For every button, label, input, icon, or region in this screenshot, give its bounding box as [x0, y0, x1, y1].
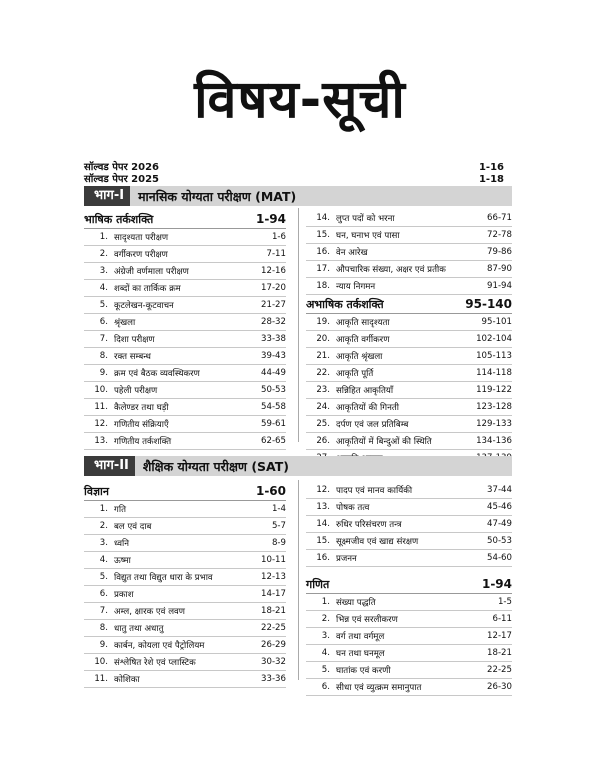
- toc-entry[interactable]: [306, 331, 512, 348]
- toc-entry[interactable]: [306, 482, 512, 499]
- entry-number: 15.: [316, 536, 330, 546]
- entry-number: 12.: [316, 485, 330, 495]
- part1-right-top-items: [306, 210, 512, 295]
- toc-entry[interactable]: [84, 416, 286, 433]
- entry-pages: 54-58: [261, 402, 286, 412]
- toc-entry[interactable]: [84, 399, 286, 416]
- toc-entry[interactable]: [84, 586, 286, 603]
- part2-right-top-items: [306, 482, 512, 567]
- entry-pages: 91-94: [487, 281, 512, 291]
- entry-title: संश्लेषित रेशे एवं प्लास्टिक: [114, 658, 196, 668]
- solved-paper-row[interactable]: [84, 174, 504, 186]
- entry-number: 8.: [99, 351, 108, 361]
- section-heading-label: विज्ञान: [84, 484, 109, 498]
- toc-entry[interactable]: [306, 348, 512, 365]
- toc-entry[interactable]: [306, 679, 512, 696]
- entry-title: न्याय निगमन: [336, 282, 376, 292]
- toc-entry[interactable]: [306, 314, 512, 331]
- entry-number: 26.: [316, 436, 330, 446]
- solved-paper-pages: 1-16: [478, 162, 504, 173]
- entry-pages: 105-113: [476, 351, 512, 361]
- entry-title: ऊष्मा: [114, 556, 131, 566]
- entry-title: घन, घनाभ एवं पासा: [336, 231, 400, 241]
- entry-pages: 8-9: [271, 538, 286, 548]
- toc-entry[interactable]: [84, 314, 286, 331]
- entry-pages: 79-86: [487, 247, 512, 257]
- entry-number: 1.: [99, 504, 108, 514]
- entry-pages: 30-32: [261, 657, 286, 667]
- entry-title: भिन्न एवं सरलीकरण: [336, 615, 398, 625]
- toc-entry[interactable]: [306, 433, 512, 450]
- entry-pages: 45-46: [487, 502, 512, 512]
- entry-pages: 33-38: [261, 334, 286, 344]
- entry-number: 9.: [99, 368, 108, 378]
- entry-title: रक्त सम्बन्ध: [114, 352, 151, 362]
- entry-pages: 28-32: [261, 317, 286, 327]
- entry-pages: 39-43: [261, 351, 286, 361]
- entry-number: 6.: [321, 682, 330, 692]
- entry-pages: 12-13: [261, 572, 286, 582]
- toc-entry[interactable]: [306, 662, 512, 679]
- section-heading[interactable]: [306, 295, 512, 314]
- entry-number: 17.: [316, 264, 330, 274]
- toc-entry[interactable]: [84, 331, 286, 348]
- toc-entry[interactable]: [306, 210, 512, 227]
- entry-title: ध्वनि: [114, 539, 130, 549]
- toc-entry[interactable]: [306, 516, 512, 533]
- toc-entry[interactable]: [84, 348, 286, 365]
- entry-pages: 14-17: [261, 589, 286, 599]
- entry-pages: 7-11: [266, 249, 286, 259]
- entry-number: 6.: [99, 317, 108, 327]
- entry-pages: 18-21: [261, 606, 286, 616]
- part2-title: शैक्षिक योग्यता परीक्षण (SAT): [142, 458, 289, 474]
- toc-entry[interactable]: [306, 533, 512, 550]
- toc-entry[interactable]: [306, 261, 512, 278]
- entry-pages: 37-44: [487, 485, 512, 495]
- entry-pages: 59-61: [261, 419, 286, 429]
- toc-entry[interactable]: [84, 535, 286, 552]
- entry-number: 13.: [316, 502, 330, 512]
- column-divider: [298, 480, 299, 680]
- entry-number: 16.: [316, 553, 330, 563]
- part1-header-bar: [84, 186, 512, 206]
- section-heading[interactable]: [84, 210, 286, 229]
- entry-number: 5.: [321, 665, 330, 675]
- entry-pages: 72-78: [487, 230, 512, 240]
- entry-pages: 5-7: [271, 521, 286, 531]
- entry-title: दर्पण एवं जल प्रतिबिम्ब: [336, 420, 409, 430]
- entry-number: 19.: [316, 317, 330, 327]
- entry-number: 10.: [94, 657, 108, 667]
- entry-number: 4.: [321, 648, 330, 658]
- solved-paper-row[interactable]: [84, 162, 504, 174]
- toc-entry[interactable]: [84, 263, 286, 280]
- entry-pages: 54-60: [487, 553, 512, 563]
- entry-title: कार्बन, कोयला एवं पैट्रोलियम: [114, 641, 205, 651]
- entry-pages: 44-49: [261, 368, 286, 378]
- page-title: विषय-सूची: [194, 70, 406, 130]
- entry-title: गति: [114, 505, 126, 515]
- entry-number: 11.: [94, 674, 108, 684]
- entry-number: 16.: [316, 247, 330, 257]
- part1-right-column: [306, 210, 512, 467]
- entry-title: आकृतियों की गिनती: [336, 403, 399, 413]
- entry-pages: 119-122: [476, 385, 512, 395]
- spacer: [306, 567, 512, 575]
- entry-number: 12.: [94, 419, 108, 429]
- toc-entry[interactable]: [84, 246, 286, 263]
- entry-title: अम्ल, क्षारक एवं लवण: [114, 607, 186, 617]
- entry-number: 3.: [99, 538, 108, 548]
- entry-number: 4.: [99, 555, 108, 565]
- entry-title: रुधिर परिसंचरण तन्त्र: [336, 520, 402, 530]
- entry-number: 5.: [99, 300, 108, 310]
- part1-left-items: [84, 229, 286, 450]
- section-heading-pages: 1-94: [481, 577, 512, 591]
- entry-number: 7.: [99, 334, 108, 344]
- entry-number: 7.: [99, 606, 108, 616]
- toc-entry[interactable]: [84, 297, 286, 314]
- toc-entry[interactable]: [306, 365, 512, 382]
- entry-title: विद्युत तथा विद्युत धारा के प्रभाव: [114, 573, 213, 583]
- entry-number: 25.: [316, 419, 330, 429]
- entry-title: लुप्त पदों को भरना: [336, 214, 395, 224]
- entry-pages: 21-27: [261, 300, 286, 310]
- entry-pages: 6-11: [492, 614, 512, 624]
- section-heading-pages: 95-140: [465, 297, 512, 311]
- entry-pages: 1-6: [271, 232, 286, 242]
- entry-number: 21.: [316, 351, 330, 361]
- toc-entry[interactable]: [84, 637, 286, 654]
- entry-pages: 87-90: [487, 264, 512, 274]
- entry-title: श्रृंखला: [114, 318, 136, 328]
- entry-pages: 22-25: [261, 623, 286, 633]
- entry-pages: 22-25: [487, 665, 512, 675]
- entry-title: गणितीय तर्कशक्ति: [114, 437, 172, 447]
- column-divider: [298, 208, 299, 442]
- entry-title: वेन आरेख: [336, 248, 368, 258]
- entry-title: अंग्रेजी वर्णमाला परीक्षण: [114, 267, 189, 277]
- entry-title: सीधा एवं व्युत्क्रम समानुपात: [336, 683, 422, 693]
- entry-pages: 123-128: [476, 402, 512, 412]
- toc-entry[interactable]: [306, 382, 512, 399]
- entry-title: प्रकाश: [114, 590, 134, 600]
- toc-entry[interactable]: [84, 654, 286, 671]
- entry-pages: 114-118: [476, 368, 512, 378]
- entry-title: पोषक तत्व: [336, 503, 370, 513]
- entry-number: 10.: [94, 385, 108, 395]
- entry-pages: 26-29: [261, 640, 286, 650]
- toc-entry[interactable]: [84, 603, 286, 620]
- toc-entry[interactable]: [306, 594, 512, 611]
- entry-title: वर्ग तथा वर्गमूल: [336, 632, 385, 642]
- entry-title: संख्या पद्धति: [336, 598, 376, 608]
- entry-pages: 18-21: [487, 648, 512, 658]
- entry-pages: 62-65: [261, 436, 286, 446]
- entry-pages: 50-53: [487, 536, 512, 546]
- entry-title: प्रजनन: [336, 554, 357, 564]
- part1-tag: भाग-I: [84, 186, 130, 206]
- entry-pages: 47-49: [487, 519, 512, 529]
- entry-number: 14.: [316, 519, 330, 529]
- entry-pages: 17-20: [261, 283, 286, 293]
- solved-paper-pages: 1-18: [478, 174, 504, 185]
- entry-title: पादप एवं मानव कार्यिकी: [336, 486, 413, 496]
- entry-pages: 50-53: [261, 385, 286, 395]
- toc-entry[interactable]: [306, 227, 512, 244]
- entry-title: घातांक एवं करणी: [336, 666, 391, 676]
- entry-title: दिशा परीक्षण: [114, 335, 155, 345]
- entry-pages: 10-11: [261, 555, 286, 565]
- entry-pages: 95-101: [481, 317, 512, 327]
- section-heading-pages: 1-94: [255, 212, 286, 226]
- part2-left-items: [84, 501, 286, 688]
- entry-title: पहेली परीक्षण: [114, 386, 158, 396]
- entry-number: 14.: [316, 213, 330, 223]
- entry-title: कैलेण्डर तथा घड़ी: [114, 403, 169, 413]
- entry-title: आकृति वर्गीकरण: [336, 335, 390, 345]
- toc-entry[interactable]: [84, 280, 286, 297]
- entry-pages: 12-17: [487, 631, 512, 641]
- toc-entry[interactable]: [306, 611, 512, 628]
- entry-number: 1.: [321, 597, 330, 607]
- entry-number: 3.: [99, 266, 108, 276]
- section-heading[interactable]: [306, 575, 512, 594]
- toc-entry[interactable]: [84, 620, 286, 637]
- toc-entry[interactable]: [84, 671, 286, 688]
- entry-pages: 1-5: [497, 597, 512, 607]
- entry-number: 23.: [316, 385, 330, 395]
- toc-entry[interactable]: [84, 382, 286, 399]
- section-heading-pages: 1-60: [255, 484, 286, 498]
- entry-number: 9.: [99, 640, 108, 650]
- part2-left-column: [84, 482, 286, 688]
- entry-pages: 33-36: [261, 674, 286, 684]
- section-heading-label: भाषिक तर्कशक्ति: [84, 212, 154, 226]
- entry-title: औपचारिक संख्या, अक्षर एवं प्रतीक: [336, 265, 446, 275]
- entry-number: 1.: [99, 232, 108, 242]
- entry-pages: 1-4: [271, 504, 286, 514]
- entry-title: वर्गीकरण परीक्षण: [114, 250, 168, 260]
- entry-pages: 134-136: [476, 436, 512, 446]
- solved-paper-label: सॉल्वड पेपर 2025: [84, 174, 160, 185]
- entry-pages: 26-30: [487, 682, 512, 692]
- entry-number: 18.: [316, 281, 330, 291]
- solved-paper-label: सॉल्वड पेपर 2026: [84, 162, 160, 173]
- toc-entry[interactable]: [84, 433, 286, 450]
- entry-title: शब्दों का तार्किक क्रम: [114, 284, 181, 294]
- entry-title: आकृतियों में बिन्दुओं की स्थिति: [336, 437, 432, 447]
- entry-number: 6.: [99, 589, 108, 599]
- entry-pages: 129-133: [476, 419, 512, 429]
- toc-entry[interactable]: [84, 569, 286, 586]
- solved-papers-list: [84, 162, 504, 186]
- entry-pages: 12-16: [261, 266, 286, 276]
- entry-number: 13.: [94, 436, 108, 446]
- entry-title: क्रम एवं बैठक व्यवस्थिकरण: [114, 369, 200, 379]
- entry-title: आकृति सादृश्यता: [336, 318, 390, 328]
- entry-pages: 102-104: [476, 334, 512, 344]
- part1-title: मानसिक योग्यता परीक्षण (MAT): [138, 188, 297, 204]
- entry-number: 3.: [321, 631, 330, 641]
- entry-title: सूक्ष्मजीव एवं खाद्य संरक्षण: [336, 537, 419, 547]
- entry-number: 5.: [99, 572, 108, 582]
- entry-title: घन तथा घनमूल: [336, 649, 385, 659]
- entry-title: आकृति पूर्ति: [336, 369, 374, 379]
- toc-entry[interactable]: [306, 645, 512, 662]
- part1-left-column: [84, 210, 286, 450]
- entry-title: सन्निहित आकृतियाँ: [336, 386, 394, 396]
- entry-title: आकृति श्रृंखला: [336, 352, 383, 362]
- part2-right-items: [306, 594, 512, 696]
- toc-entry[interactable]: [306, 499, 512, 516]
- part2-header-bar: [84, 456, 512, 476]
- section-heading[interactable]: [84, 482, 286, 501]
- toc-entry[interactable]: [84, 518, 286, 535]
- toc-entry[interactable]: [84, 552, 286, 569]
- entry-title: धातु तथा अधातु: [114, 624, 164, 634]
- part2-right-column: [306, 482, 512, 696]
- toc-entry[interactable]: [306, 416, 512, 433]
- entry-number: 8.: [99, 623, 108, 633]
- toc-entry[interactable]: [84, 229, 286, 246]
- entry-number: 15.: [316, 230, 330, 240]
- entry-pages: 66-71: [487, 213, 512, 223]
- entry-title: गणितीय संक्रियाएँ: [114, 420, 169, 430]
- entry-number: 2.: [99, 521, 108, 531]
- entry-number: 22.: [316, 368, 330, 378]
- entry-title: सादृश्यता परीक्षण: [114, 233, 169, 243]
- toc-entry[interactable]: [84, 365, 286, 382]
- part1-right-items: [306, 314, 512, 467]
- entry-title: कोशिका: [114, 675, 140, 685]
- toc-entry[interactable]: [306, 628, 512, 645]
- entry-number: 2.: [321, 614, 330, 624]
- toc-entry[interactable]: [306, 550, 512, 567]
- entry-number: 24.: [316, 402, 330, 412]
- entry-number: 20.: [316, 334, 330, 344]
- entry-number: 11.: [94, 402, 108, 412]
- entry-number: 2.: [99, 249, 108, 259]
- entry-number: 4.: [99, 283, 108, 293]
- section-heading-label: अभाषिक तर्कशक्ति: [306, 297, 384, 311]
- toc-entry[interactable]: [306, 399, 512, 416]
- entry-title: बल एवं दाब: [114, 522, 152, 532]
- section-heading-label: गणित: [306, 577, 330, 591]
- toc-entry[interactable]: [306, 278, 512, 295]
- entry-title: कूटलेखन-कूटवाचन: [114, 301, 174, 311]
- toc-entry[interactable]: [84, 501, 286, 518]
- part2-tag: भाग-II: [84, 456, 135, 476]
- toc-entry[interactable]: [306, 244, 512, 261]
